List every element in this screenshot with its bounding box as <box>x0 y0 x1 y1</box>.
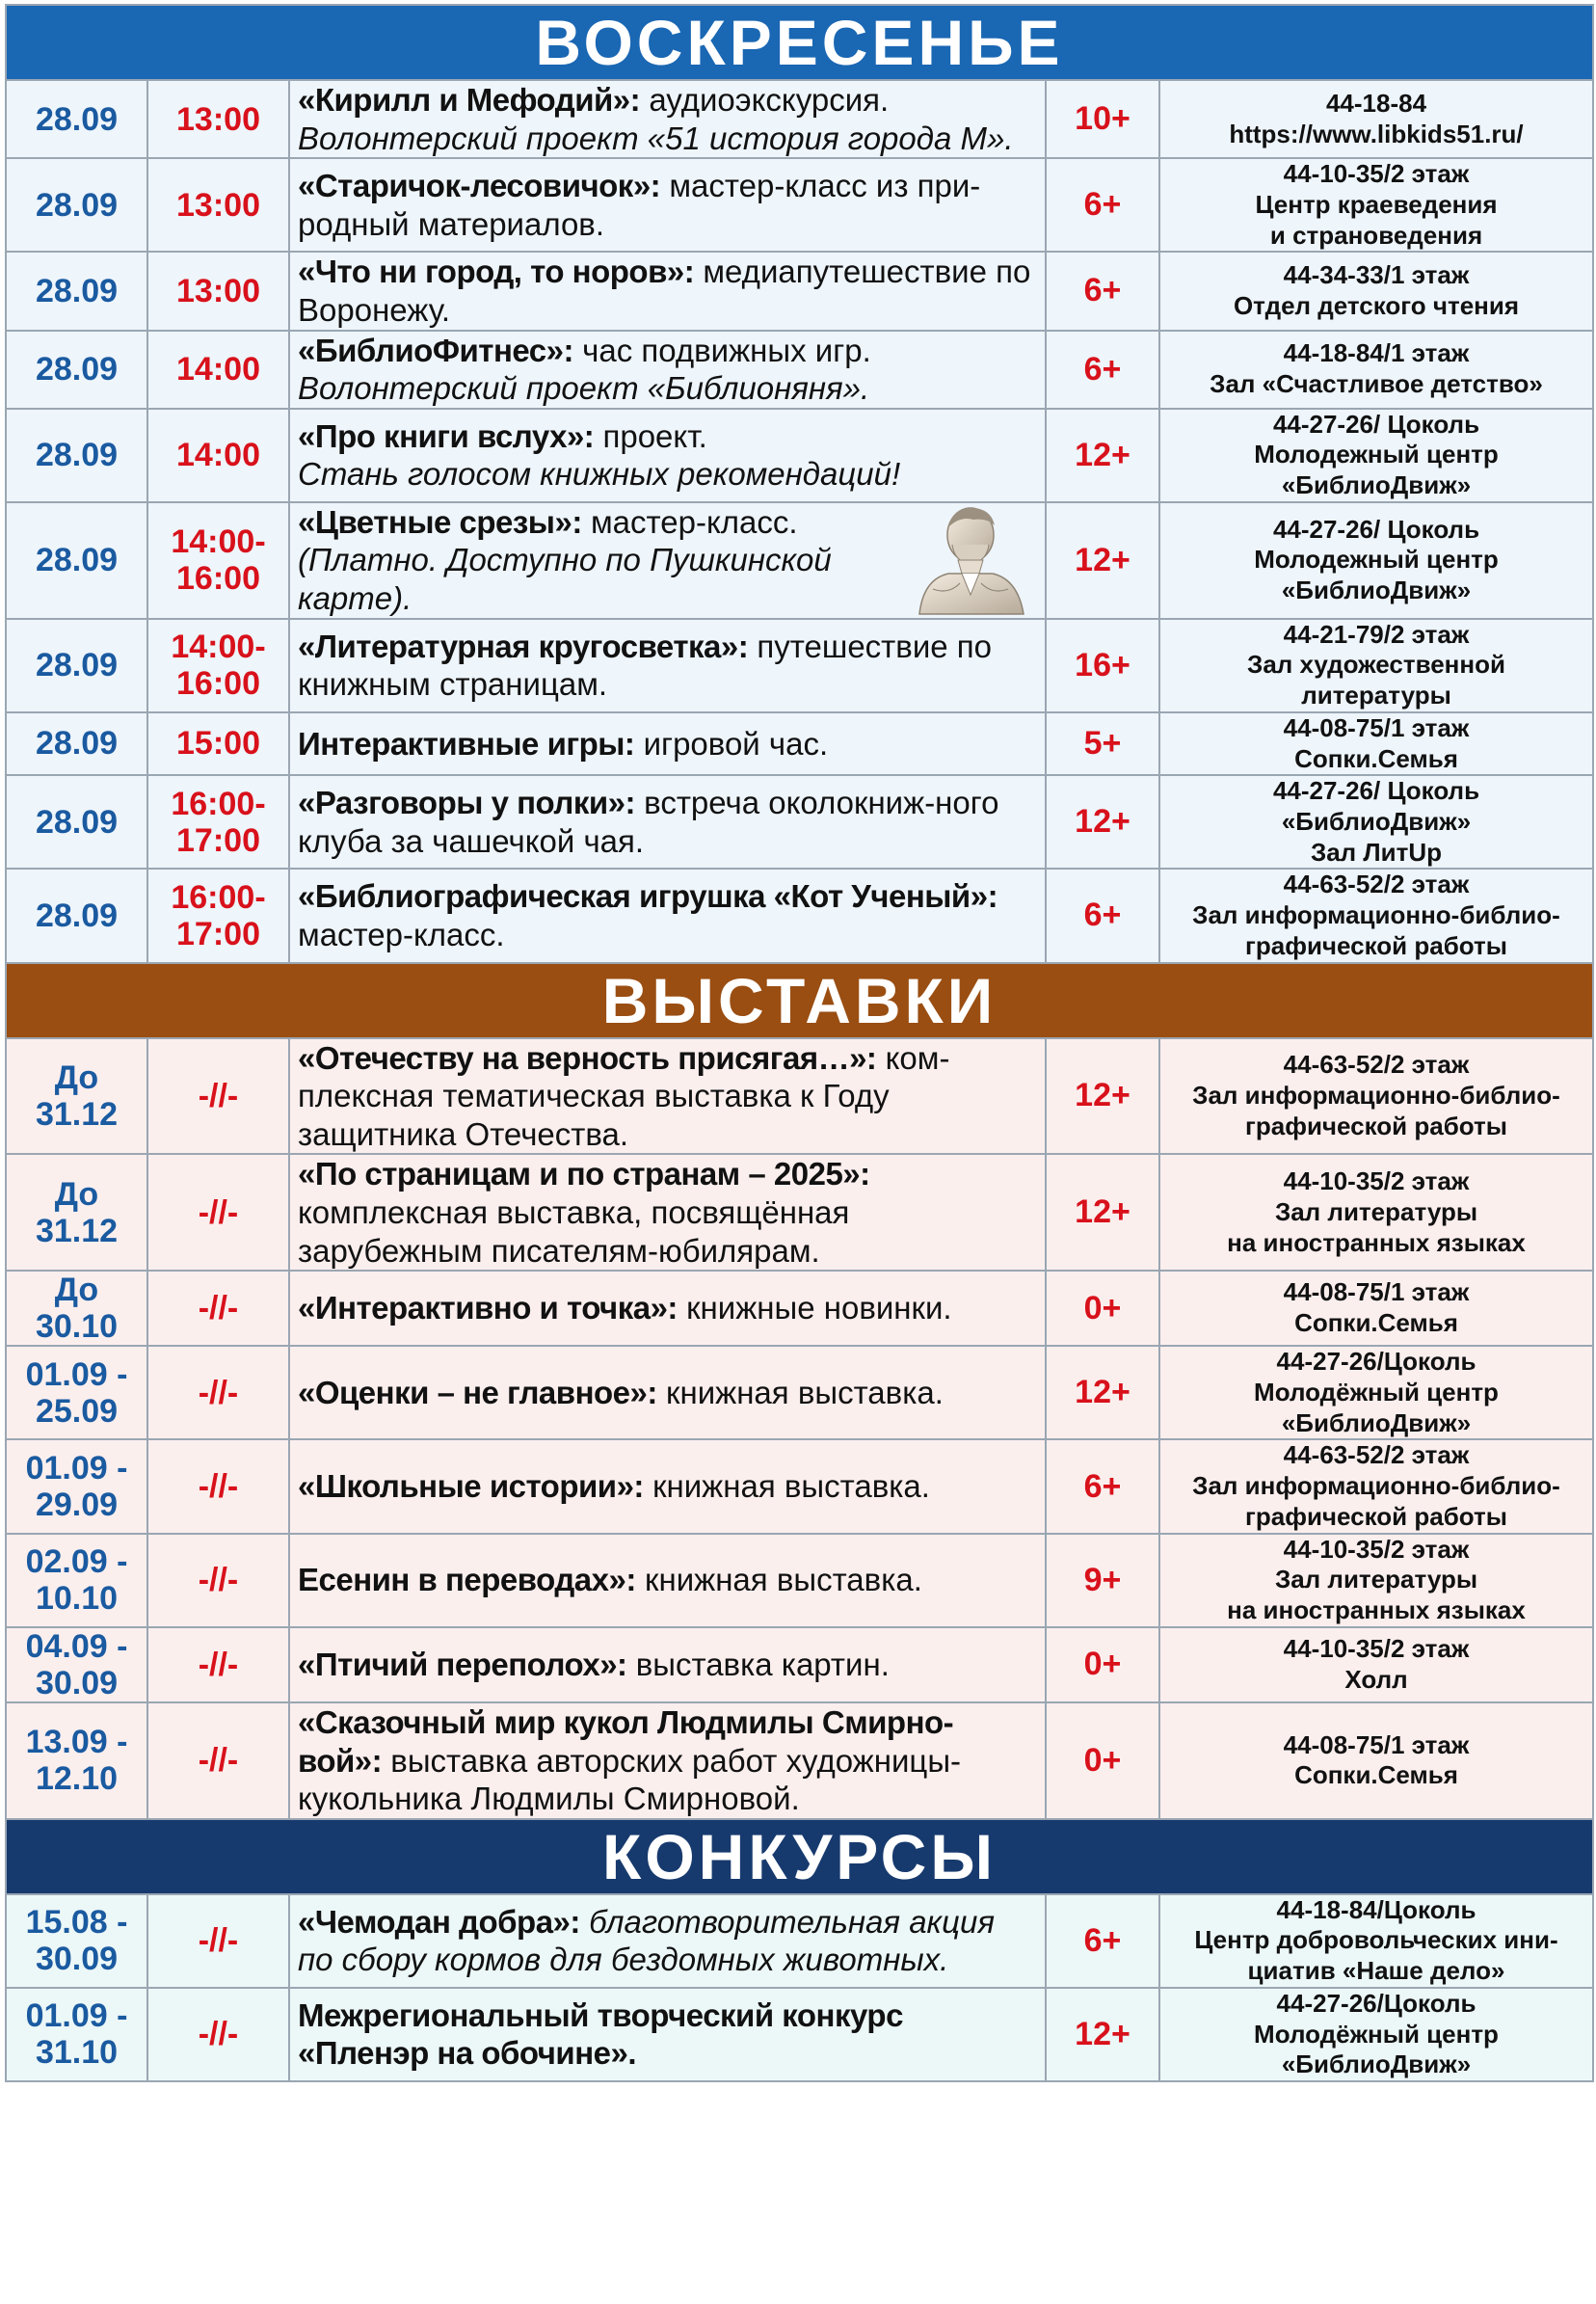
event-time <box>147 1988 289 2081</box>
date-line: 28.09 <box>35 100 119 138</box>
event-date <box>6 1702 147 1819</box>
event-name: «Отечеству на верность присягая…»: <box>298 1039 877 1076</box>
event-date <box>6 775 147 869</box>
location-line: «БиблиоДвиж» <box>1281 576 1472 605</box>
location-line: Зал «Счастливое детство» <box>1210 369 1543 399</box>
location-line: 44-27-26/ Цоколь <box>1272 409 1480 439</box>
event-row <box>6 502 1593 619</box>
location-line: на иностранных языках <box>1227 1595 1526 1625</box>
event-description <box>289 1271 1046 1346</box>
section-header <box>6 1819 1593 1894</box>
event-description <box>289 869 1046 962</box>
location-line: Молодежный центр <box>1254 440 1499 469</box>
event-kind: книжные новинки. <box>677 1290 952 1326</box>
event-row <box>6 1627 1593 1702</box>
event-name: «Интерактивно и точка»: <box>298 1290 678 1326</box>
location-line: 44-21-79/2 этаж <box>1283 619 1470 649</box>
location-line: Зал литературы <box>1274 1196 1478 1226</box>
event-text <box>298 81 1037 157</box>
event-name: Межрегиональный творческий конкурс «Пленэр на обочине». <box>298 1996 903 2072</box>
event-date <box>6 1988 147 2081</box>
age-rating: 12+ <box>1046 1154 1159 1271</box>
date-line: 04.09 - <box>25 1627 128 1665</box>
event-time <box>147 1154 289 1271</box>
event-description <box>289 158 1046 252</box>
event-text <box>298 417 1037 494</box>
event-row <box>6 1894 1593 1988</box>
age-rating: 6+ <box>1046 252 1159 330</box>
event-description <box>289 1702 1046 1819</box>
event-text <box>298 253 1037 329</box>
time-line: -//- <box>198 1077 239 1114</box>
location-line: 44-08-75/1 этаж <box>1283 1729 1470 1759</box>
event-location <box>1159 619 1593 712</box>
event-location <box>1159 712 1593 775</box>
date-line: 28.09 <box>35 725 119 763</box>
event-date <box>6 158 147 252</box>
event-date <box>6 502 147 619</box>
event-time <box>147 1038 289 1155</box>
time-line: -//- <box>198 1562 239 1599</box>
age-rating: 10+ <box>1046 80 1159 158</box>
location-line: 44-18-84/Цоколь <box>1276 1894 1476 1924</box>
age-rating: 16+ <box>1046 619 1159 712</box>
event-text <box>298 1155 1037 1270</box>
event-time <box>147 1534 289 1627</box>
event-kind: проект. <box>594 417 707 454</box>
event-description <box>289 1534 1046 1627</box>
event-row <box>6 1271 1593 1346</box>
age-rating: 6+ <box>1046 158 1159 252</box>
event-kind: медиапутешествие по Воронежу. <box>298 254 1031 328</box>
event-row <box>6 331 1593 409</box>
event-note: Волонтерский проект «51 история города М». <box>298 120 1014 156</box>
location-line: 44-63-52/2 этаж <box>1283 870 1470 899</box>
event-note: Стань голосом книжных рекомендаций! <box>298 456 901 493</box>
event-name: «Цветные срезы»: <box>298 503 582 540</box>
section-header <box>6 963 1593 1038</box>
location-line: Зал информационно-библио- <box>1192 1081 1560 1111</box>
event-row <box>6 1534 1593 1627</box>
time-line: -//- <box>198 1922 239 1960</box>
location-line: литературы <box>1301 681 1451 710</box>
event-date <box>6 1346 147 1439</box>
event-description <box>289 712 1046 775</box>
location-line: Зал информационно-библио- <box>1192 900 1560 930</box>
event-date <box>6 1534 147 1627</box>
event-row <box>6 80 1593 158</box>
event-location <box>1159 80 1593 158</box>
event-description <box>289 1988 1046 2081</box>
event-name: «БиблиоФитнес»: <box>298 332 573 368</box>
location-line: и страноведения <box>1269 220 1483 250</box>
age-rating: 12+ <box>1046 775 1159 869</box>
date-line: До <box>54 1272 99 1309</box>
event-location <box>1159 1627 1593 1702</box>
time-line: 14:00- <box>171 523 266 561</box>
event-kind: мастер-класс. <box>581 503 798 540</box>
location-line: Центр добровольческих ини- <box>1194 1925 1558 1955</box>
event-name: «Старичок-лесовичок»: <box>298 168 661 204</box>
age-rating: 5+ <box>1046 712 1159 775</box>
location-line: Молодёжный центр <box>1254 2019 1499 2049</box>
event-date <box>6 252 147 330</box>
event-name: «Школьные истории»: <box>298 1468 644 1505</box>
event-date <box>6 1038 147 1155</box>
section-title: КОНКУРСЫ <box>6 1819 1593 1894</box>
event-time <box>147 1439 289 1533</box>
time-line: 14:00 <box>176 437 260 474</box>
event-row <box>6 1702 1593 1819</box>
event-date <box>6 331 147 409</box>
time-line: 14:00- <box>171 629 266 666</box>
event-text <box>298 1703 1037 1818</box>
date-line: 28.09 <box>35 803 119 841</box>
event-row <box>6 869 1593 962</box>
date-line: 30.09 <box>35 1664 119 1701</box>
event-time <box>147 502 289 619</box>
event-kind: выставка авторских работ художницы-кукольника Людмилы Смирновой. <box>298 1742 962 1817</box>
time-line: -//- <box>198 1193 239 1231</box>
time-line: 16:00 <box>176 665 260 703</box>
age-rating: 6+ <box>1046 869 1159 962</box>
location-line: циатив «Наше дело» <box>1247 1956 1505 1986</box>
event-description <box>289 775 1046 869</box>
event-description <box>289 619 1046 712</box>
location-line: Сопки.Семья <box>1294 1760 1458 1790</box>
location-line: 44-27-26/Цоколь <box>1276 1347 1476 1377</box>
event-text <box>298 332 1037 408</box>
event-location <box>1159 1534 1593 1627</box>
date-line: 28.09 <box>35 897 119 934</box>
age-rating: 12+ <box>1046 502 1159 619</box>
event-kind: мастер-класс из при-родный материалов. <box>298 168 981 242</box>
age-rating: 12+ <box>1046 409 1159 502</box>
event-location <box>1159 409 1593 502</box>
time-line: 13:00 <box>176 186 260 224</box>
date-line: 28.09 <box>35 186 119 224</box>
location-line: графической работы <box>1245 930 1507 960</box>
event-date <box>6 869 147 962</box>
date-line: 28.09 <box>35 272 119 309</box>
event-location <box>1159 1894 1593 1988</box>
age-rating: 6+ <box>1046 331 1159 409</box>
date-line: 28.09 <box>35 351 119 388</box>
event-location <box>1159 1154 1593 1271</box>
location-line: Зал художественной <box>1247 650 1505 680</box>
location-line: 44-18-84/1 этаж <box>1283 338 1470 368</box>
age-rating: 9+ <box>1046 1534 1159 1627</box>
event-description <box>289 409 1046 502</box>
date-line: 29.09 <box>35 1487 119 1524</box>
event-description <box>289 1439 1046 1533</box>
time-line: 13:00 <box>176 100 260 138</box>
event-name: Есенин в переводах»: <box>298 1562 636 1598</box>
time-line: -//- <box>198 1467 239 1505</box>
event-name: «Птичий переполох»: <box>298 1647 627 1683</box>
event-date <box>6 619 147 712</box>
location-line: графической работы <box>1245 1501 1507 1531</box>
location-line: 44-34-33/1 этаж <box>1283 260 1470 290</box>
event-kind: аудиоэкскурсия. <box>640 82 890 118</box>
event-date <box>6 409 147 502</box>
event-row <box>6 1038 1593 1155</box>
event-location <box>1159 775 1593 869</box>
event-location <box>1159 502 1593 619</box>
time-line: 13:00 <box>176 272 260 309</box>
event-kind: книжная выставка. <box>635 1562 922 1598</box>
event-text <box>298 1561 1037 1599</box>
event-time <box>147 1702 289 1819</box>
event-kind: комплексная выставка, посвящённая зарубежным писателям-юбилярам. <box>298 1193 850 1269</box>
event-date <box>6 1627 147 1702</box>
date-line: 13.09 - <box>25 1724 128 1761</box>
time-line: -//- <box>198 1742 239 1780</box>
event-location <box>1159 1988 1593 2081</box>
event-location <box>1159 1439 1593 1533</box>
event-kind: книжная выставка. <box>656 1375 944 1411</box>
event-text <box>298 1374 1037 1412</box>
location-line: 44-08-75/1 этаж <box>1283 712 1470 742</box>
event-date <box>6 1271 147 1346</box>
event-location <box>1159 1702 1593 1819</box>
event-note: благотворительная акция по сбору кормов для бездомных животных. <box>298 1903 995 1978</box>
event-name: «Сказочный мир кукол Людмилы Смирно-вой»: <box>298 1703 954 1779</box>
location-line: Сопки.Семья <box>1294 743 1458 773</box>
event-row <box>6 1154 1593 1271</box>
section-title: ВОСКРЕСЕНЬЕ <box>6 5 1593 80</box>
event-time <box>147 331 289 409</box>
date-line: 31.10 <box>35 2034 119 2072</box>
event-text <box>298 877 1037 953</box>
date-line: 15.08 - <box>25 1904 128 1942</box>
location-line: 44-18-84 <box>1325 88 1427 118</box>
location-line: графической работы <box>1245 1111 1507 1140</box>
event-time <box>147 1346 289 1439</box>
event-name: «По страницам и по странам – 2025»: <box>298 1156 870 1192</box>
date-line: 30.09 <box>35 1941 119 1978</box>
event-date <box>6 1439 147 1533</box>
event-kind: путешествие по книжным страницам. <box>298 628 993 703</box>
location-line: Молодежный центр <box>1254 545 1499 575</box>
date-line: 28.09 <box>35 542 119 579</box>
event-text <box>298 1903 1037 1979</box>
date-line: 31.12 <box>35 1212 119 1249</box>
event-kind: книжная выставка. <box>643 1468 930 1505</box>
event-time <box>147 1627 289 1702</box>
location-line: 44-10-35/2 этаж <box>1283 1166 1470 1196</box>
event-location <box>1159 158 1593 252</box>
location-line: 44-10-35/2 этаж <box>1283 1534 1470 1564</box>
date-line: 01.09 - <box>25 1355 128 1393</box>
event-note: (Платно. Доступно по Пушкинской карте). <box>298 542 832 617</box>
age-rating: 6+ <box>1046 1439 1159 1533</box>
section-title: ВЫСТАВКИ <box>6 963 1593 1038</box>
event-description <box>289 1627 1046 1702</box>
date-line: 30.10 <box>35 1308 119 1346</box>
event-location <box>1159 252 1593 330</box>
event-time <box>147 869 289 962</box>
age-rating: 6+ <box>1046 1894 1159 1988</box>
event-date <box>6 712 147 775</box>
event-row <box>6 252 1593 330</box>
event-row <box>6 775 1593 869</box>
location-line: Сопки.Семья <box>1294 1308 1458 1338</box>
event-row <box>6 1346 1593 1439</box>
location-line: Отдел детского чтения <box>1233 290 1520 320</box>
time-line: -//- <box>198 1646 239 1683</box>
date-line: 02.09 - <box>25 1543 128 1581</box>
date-line: 12.10 <box>35 1760 119 1798</box>
event-row <box>6 409 1593 502</box>
location-line: 44-63-52/2 этаж <box>1283 1050 1470 1080</box>
event-text <box>298 1646 1037 1684</box>
pushkin-bust-icon <box>910 502 1031 616</box>
date-line: До <box>54 1058 99 1096</box>
location-line: Центр краеведения <box>1255 189 1498 219</box>
event-row <box>6 712 1593 775</box>
event-location <box>1159 331 1593 409</box>
event-name: «Про книги вслух»: <box>298 417 595 454</box>
event-description <box>289 1894 1046 1988</box>
event-name: «Оценки – не главное»: <box>298 1375 657 1411</box>
time-line: 17:00 <box>176 915 260 952</box>
time-line: -//- <box>198 2016 239 2053</box>
event-name: «Что ни город, то норов»: <box>298 254 695 290</box>
event-text <box>298 1467 1037 1506</box>
time-line: 16:00- <box>171 878 266 916</box>
event-text <box>298 1996 1037 2073</box>
location-line: «БиблиоДвиж» <box>1281 1407 1472 1437</box>
date-line: 01.09 - <box>25 1449 128 1487</box>
event-row <box>6 619 1593 712</box>
event-kind: встреча околокниж-ного клуба за чашечкой чая. <box>298 785 999 859</box>
location-line: «БиблиоДвиж» <box>1281 806 1472 836</box>
location-line: 44-27-26/ Цоколь <box>1272 776 1480 806</box>
event-text <box>298 1289 1037 1327</box>
time-line: 16:00 <box>176 560 260 598</box>
event-row <box>6 1988 1593 2081</box>
event-name: «Литературная кругосветка»: <box>298 628 749 664</box>
location-line: 44-27-26/ Цоколь <box>1272 514 1480 544</box>
time-line: -//- <box>198 1374 239 1411</box>
event-time <box>147 80 289 158</box>
event-date <box>6 1894 147 1988</box>
time-line: 16:00- <box>171 785 266 822</box>
age-rating: 12+ <box>1046 1988 1159 2081</box>
event-name: «Разговоры у полки»: <box>298 785 635 821</box>
location-line: 44-27-26/Цоколь <box>1276 1988 1476 2018</box>
time-line: 15:00 <box>176 725 260 763</box>
event-time <box>147 619 289 712</box>
event-row <box>6 158 1593 252</box>
age-rating: 0+ <box>1046 1702 1159 1819</box>
date-line: 31.12 <box>35 1095 119 1133</box>
date-line: 28.09 <box>35 647 119 684</box>
event-name: «Чемодан добра»: <box>298 1903 580 1940</box>
event-time <box>147 252 289 330</box>
event-text <box>298 628 1037 704</box>
location-line: Молодёжный центр <box>1254 1378 1499 1407</box>
event-description <box>289 1038 1046 1155</box>
event-location <box>1159 869 1593 962</box>
location-line: 44-63-52/2 этаж <box>1283 1440 1470 1470</box>
event-kind: ком-плексная тематическая выставка к Году защитника Отечества. <box>298 1039 950 1152</box>
event-location <box>1159 1271 1593 1346</box>
event-name: «Кирилл и Мефодий»: <box>298 82 641 118</box>
date-line: 25.09 <box>35 1392 119 1430</box>
event-description <box>289 80 1046 158</box>
event-description <box>289 252 1046 330</box>
schedule-sheet <box>5 4 1592 2082</box>
age-rating: 12+ <box>1046 1038 1159 1155</box>
location-line: Зал ЛитUp <box>1310 837 1443 867</box>
location-line: 44-10-35/2 этаж <box>1283 1634 1470 1664</box>
event-kind: мастер-класс. <box>298 916 505 952</box>
date-line: 28.09 <box>35 437 119 474</box>
age-rating: 12+ <box>1046 1346 1159 1439</box>
event-description <box>289 331 1046 409</box>
location-line: 44-10-35/2 этаж <box>1283 159 1470 189</box>
event-date <box>6 80 147 158</box>
event-text <box>298 167 1037 243</box>
event-time <box>147 158 289 252</box>
event-text <box>298 784 1037 860</box>
event-time <box>147 1894 289 1988</box>
date-line: 01.09 - <box>25 1997 128 2035</box>
event-note: Волонтерский проект «Библионяня». <box>298 370 870 407</box>
event-kind: выставка картин. <box>626 1647 890 1683</box>
schedule-table <box>5 4 1594 2082</box>
location-line: «БиблиоДвиж» <box>1281 2049 1472 2079</box>
event-name: «Библиографическая игрушка «Кот Ученый»: <box>298 878 998 915</box>
event-description <box>289 1154 1046 1271</box>
age-rating: 0+ <box>1046 1271 1159 1346</box>
location-line: «БиблиоДвиж» <box>1281 470 1472 500</box>
event-time <box>147 775 289 869</box>
location-line: Зал информационно-библио- <box>1192 1471 1560 1501</box>
event-description <box>289 502 1046 619</box>
time-line: 17:00 <box>176 821 260 859</box>
event-name: Интерактивные игры: <box>298 725 635 762</box>
event-text <box>298 725 1037 764</box>
location-line: Зал литературы <box>1274 1565 1478 1594</box>
event-time <box>147 712 289 775</box>
date-line: 10.10 <box>35 1580 119 1618</box>
event-location <box>1159 1346 1593 1439</box>
event-description <box>289 1346 1046 1439</box>
event-kind: час подвижных игр. <box>573 332 871 368</box>
event-time <box>147 409 289 502</box>
date-line: До <box>54 1175 99 1213</box>
age-rating: 0+ <box>1046 1627 1159 1702</box>
location-line: https://www.libkids51.ru/ <box>1229 119 1524 148</box>
event-row <box>6 1439 1593 1533</box>
event-date <box>6 1154 147 1271</box>
time-line: 14:00 <box>176 351 260 388</box>
event-time <box>147 1271 289 1346</box>
section-header <box>6 5 1593 80</box>
event-kind <box>580 1904 589 1940</box>
event-kind: игровой час. <box>634 725 829 762</box>
time-line: -//- <box>198 1290 239 1327</box>
location-line: на иностранных языках <box>1227 1227 1526 1257</box>
location-line: Холл <box>1344 1664 1408 1694</box>
location-line: 44-08-75/1 этаж <box>1283 1277 1470 1307</box>
event-location <box>1159 1038 1593 1155</box>
event-text <box>298 1039 1037 1154</box>
